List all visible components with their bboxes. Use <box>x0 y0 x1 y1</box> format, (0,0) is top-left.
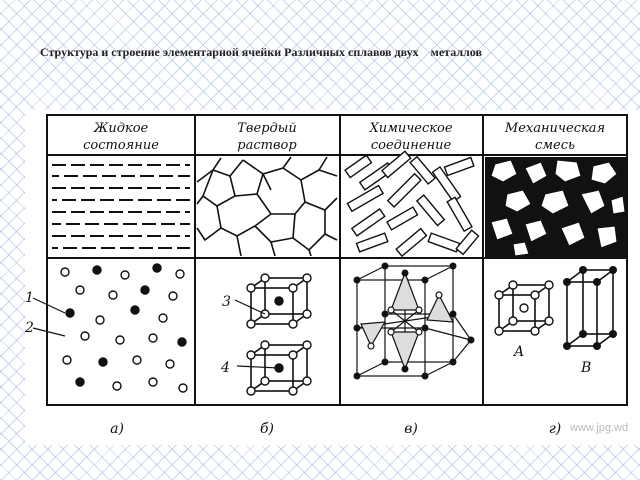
header-mixture-line1: Механическая <box>504 121 606 136</box>
mixture-structure <box>485 157 626 257</box>
diagram-svg <box>25 110 640 445</box>
liquid-structure <box>52 165 190 248</box>
header-compound-line2: соединение <box>370 138 452 153</box>
caption-a: а) <box>110 421 124 437</box>
label-2: 2 <box>25 320 34 336</box>
label-4: 4 <box>221 360 230 376</box>
caption-v: в) <box>404 421 418 437</box>
header-liquid-line1: Жидкое <box>93 121 149 136</box>
liquid-atoms <box>61 264 187 392</box>
watermark: www.jpg.wd <box>570 422 629 434</box>
label-a: A <box>514 344 525 360</box>
header-solution-line1: Твердый <box>237 121 297 136</box>
caption-b: б) <box>259 421 275 437</box>
compound-rods <box>345 151 478 256</box>
page-title: Структура и строение элементарной ячейки Различных сплавов двух металлов <box>40 45 482 59</box>
header-solution-line2: раствор <box>237 138 297 153</box>
solid-solution-grains <box>197 157 337 256</box>
label-3: 3 <box>222 294 231 310</box>
mixture-cell-b <box>567 270 613 346</box>
header-mixture-line2: смесь <box>534 138 576 153</box>
label-1: 1 <box>25 290 34 306</box>
caption-g: г) <box>548 421 562 437</box>
label-b: B <box>581 360 592 376</box>
header-liquid-line2: состояние <box>83 138 159 153</box>
header-compound-line1: Химическое <box>369 121 453 136</box>
alloy-diagram <box>25 110 640 445</box>
